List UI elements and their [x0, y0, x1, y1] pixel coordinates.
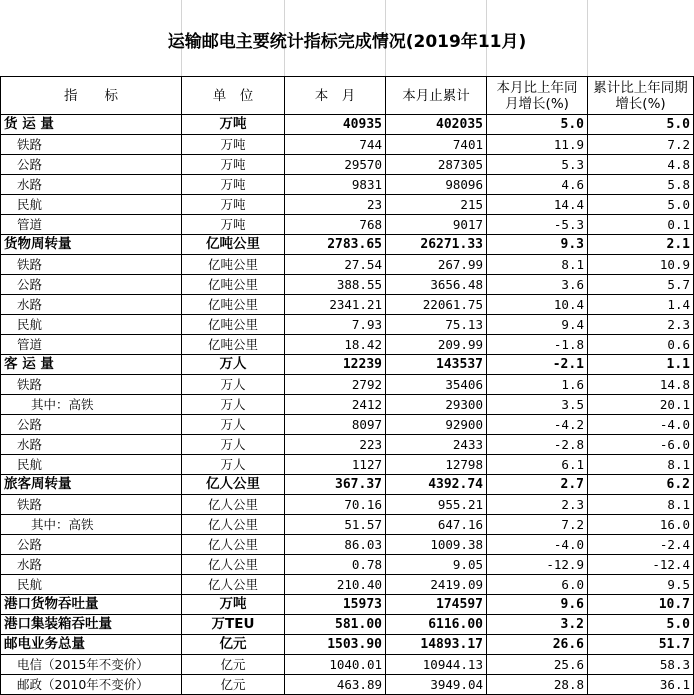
month-yoy-cell[interactable]: -12.9	[487, 555, 588, 575]
cumulative-yoy-cell[interactable]: 0.6	[588, 335, 694, 355]
indicator-cell[interactable]: 民航	[1, 195, 182, 215]
cumulative-value-cell[interactable]: 287305	[386, 155, 487, 175]
cumulative-yoy-cell[interactable]: 8.1	[588, 495, 694, 515]
cumulative-value-cell[interactable]: 402035	[386, 115, 487, 135]
table-row	[1, 295, 694, 315]
cumulative-value-cell[interactable]: 4392.74	[386, 475, 487, 495]
unit-cell[interactable]: 亿吨公里	[182, 295, 285, 315]
indicator-cell[interactable]: 铁路	[1, 375, 182, 395]
month-yoy-cell[interactable]: 6.0	[487, 575, 588, 595]
indicator-cell[interactable]: 其中：高铁	[1, 395, 182, 415]
month-yoy-cell[interactable]: -2.8	[487, 435, 588, 455]
cumulative-yoy-cell[interactable]: 6.2	[588, 475, 694, 495]
unit-cell[interactable]: 万人	[182, 435, 285, 455]
month-yoy-cell[interactable]: 10.4	[487, 295, 588, 315]
month-value-cell[interactable]: 8097	[285, 415, 386, 435]
month-value-cell[interactable]: 18.42	[285, 335, 386, 355]
month-yoy-cell[interactable]: 5.3	[487, 155, 588, 175]
month-yoy-cell[interactable]: 9.3	[487, 235, 588, 255]
header-unit[interactable]: 单 位	[182, 77, 285, 115]
header-month-yoy[interactable]: 本月比上年同月增长(%)	[487, 77, 588, 115]
month-value-cell[interactable]: 1503.90	[285, 635, 386, 655]
month-yoy-cell[interactable]: 9.6	[487, 595, 588, 615]
table-row	[1, 475, 694, 495]
month-value-cell[interactable]: 210.40	[285, 575, 386, 595]
table-row	[1, 435, 694, 455]
cumulative-yoy-cell[interactable]: -2.4	[588, 535, 694, 555]
unit-cell[interactable]: 万吨	[182, 215, 285, 235]
month-yoy-cell[interactable]: 1.6	[487, 375, 588, 395]
statistics-table	[0, 76, 694, 695]
table-row	[1, 155, 694, 175]
indicator-cell[interactable]: 水路	[1, 435, 182, 455]
indicator-cell[interactable]: 港口货物吞吐量	[1, 595, 182, 615]
month-value-cell[interactable]: 12239	[285, 355, 386, 375]
indicator-cell[interactable]: 公路	[1, 535, 182, 555]
cumulative-value-cell[interactable]: 3949.04	[386, 675, 487, 695]
table-row	[1, 555, 694, 575]
table-body	[1, 115, 694, 695]
report-title: 运输邮电主要统计指标完成情况(2019年11月)	[167, 32, 527, 52]
indicator-cell[interactable]: 邮电业务总量	[1, 635, 182, 655]
indicator-cell[interactable]: 水路	[1, 175, 182, 195]
month-value-cell[interactable]: 2792	[285, 375, 386, 395]
indicator-cell[interactable]: 铁路	[1, 135, 182, 155]
cumulative-yoy-cell[interactable]: 2.1	[588, 235, 694, 255]
table-row	[1, 235, 694, 255]
indicator-cell[interactable]: 管道	[1, 335, 182, 355]
month-value-cell[interactable]: 9831	[285, 175, 386, 195]
cumulative-value-cell[interactable]: 3656.48	[386, 275, 487, 295]
month-yoy-cell[interactable]: -4.0	[487, 535, 588, 555]
unit-cell[interactable]: 亿人公里	[182, 515, 285, 535]
month-yoy-cell[interactable]: 7.2	[487, 515, 588, 535]
table-row	[1, 135, 694, 155]
month-yoy-cell[interactable]: 6.1	[487, 455, 588, 475]
indicator-cell[interactable]: 民航	[1, 455, 182, 475]
indicator-cell[interactable]: 水路	[1, 555, 182, 575]
indicator-cell[interactable]: 其中：高铁	[1, 515, 182, 535]
cumulative-value-cell[interactable]: 174597	[386, 595, 487, 615]
unit-cell[interactable]: 万吨	[182, 175, 285, 195]
month-value-cell[interactable]: 388.55	[285, 275, 386, 295]
cumulative-yoy-cell[interactable]: 10.9	[588, 255, 694, 275]
table-row	[1, 215, 694, 235]
table-row	[1, 535, 694, 555]
cumulative-yoy-cell[interactable]: 5.0	[588, 195, 694, 215]
cumulative-yoy-cell[interactable]: 14.8	[588, 375, 694, 395]
cumulative-yoy-cell[interactable]: 4.8	[588, 155, 694, 175]
unit-cell[interactable]: 亿人公里	[182, 535, 285, 555]
cumulative-value-cell[interactable]: 12798	[386, 455, 487, 475]
month-value-cell[interactable]: 463.89	[285, 675, 386, 695]
table-row	[1, 195, 694, 215]
cumulative-yoy-cell[interactable]: -6.0	[588, 435, 694, 455]
month-yoy-cell[interactable]: -2.1	[487, 355, 588, 375]
cumulative-yoy-cell[interactable]: 36.1	[588, 675, 694, 695]
month-value-cell[interactable]: 367.37	[285, 475, 386, 495]
month-value-cell[interactable]: 2783.65	[285, 235, 386, 255]
table-row	[1, 675, 694, 695]
month-value-cell[interactable]: 0.78	[285, 555, 386, 575]
month-yoy-cell[interactable]: 8.1	[487, 255, 588, 275]
indicator-cell[interactable]: 铁路	[1, 255, 182, 275]
unit-cell[interactable]: 亿元	[182, 655, 285, 675]
month-value-cell[interactable]: 1127	[285, 455, 386, 475]
month-value-cell[interactable]: 29570	[285, 155, 386, 175]
unit-cell[interactable]: 万人	[182, 375, 285, 395]
month-value-cell[interactable]: 581.00	[285, 615, 386, 635]
unit-cell[interactable]: 万人	[182, 455, 285, 475]
cumulative-yoy-cell[interactable]: 2.3	[588, 315, 694, 335]
indicator-cell[interactable]: 电信（2015年不变价）	[1, 655, 182, 675]
cumulative-yoy-cell[interactable]: -12.4	[588, 555, 694, 575]
table-row	[1, 415, 694, 435]
unit-cell[interactable]: 亿吨公里	[182, 235, 285, 255]
cumulative-value-cell[interactable]: 22061.75	[386, 295, 487, 315]
month-value-cell[interactable]: 27.54	[285, 255, 386, 275]
month-value-cell[interactable]: 744	[285, 135, 386, 155]
cumulative-value-cell[interactable]: 92900	[386, 415, 487, 435]
table-row	[1, 635, 694, 655]
table-row	[1, 315, 694, 335]
month-value-cell[interactable]: 23	[285, 195, 386, 215]
cumulative-value-cell[interactable]: 98096	[386, 175, 487, 195]
unit-cell[interactable]: 万人	[182, 395, 285, 415]
cumulative-value-cell[interactable]: 215	[386, 195, 487, 215]
month-yoy-cell[interactable]: 5.0	[487, 115, 588, 135]
cumulative-yoy-cell[interactable]: 0.1	[588, 215, 694, 235]
unit-cell[interactable]: 亿人公里	[182, 575, 285, 595]
month-value-cell[interactable]: 2412	[285, 395, 386, 415]
cumulative-yoy-cell[interactable]: 1.4	[588, 295, 694, 315]
cumulative-yoy-cell[interactable]: 51.7	[588, 635, 694, 655]
month-value-cell[interactable]: 86.03	[285, 535, 386, 555]
unit-cell[interactable]: 万吨	[182, 115, 285, 135]
unit-cell[interactable]: 亿吨公里	[182, 315, 285, 335]
table-row	[1, 375, 694, 395]
indicator-cell[interactable]: 铁路	[1, 495, 182, 515]
unit-cell[interactable]: 亿人公里	[182, 475, 285, 495]
month-value-cell[interactable]: 1040.01	[285, 655, 386, 675]
month-value-cell[interactable]: 51.57	[285, 515, 386, 535]
header-indicator[interactable]: 指 标	[1, 77, 182, 115]
indicator-cell[interactable]: 公路	[1, 415, 182, 435]
month-yoy-cell[interactable]: -4.2	[487, 415, 588, 435]
indicator-cell[interactable]: 客 运 量	[1, 355, 182, 375]
cumulative-value-cell[interactable]: 9.05	[386, 555, 487, 575]
indicator-cell[interactable]: 公路	[1, 155, 182, 175]
month-value-cell[interactable]: 223	[285, 435, 386, 455]
cumulative-value-cell[interactable]: 6116.00	[386, 615, 487, 635]
cumulative-value-cell[interactable]: 10944.13	[386, 655, 487, 675]
indicator-cell[interactable]: 邮政（2010年不变价）	[1, 675, 182, 695]
unit-cell[interactable]: 万吨	[182, 135, 285, 155]
cumulative-value-cell[interactable]: 143537	[386, 355, 487, 375]
month-yoy-cell[interactable]: 3.5	[487, 395, 588, 415]
month-yoy-cell[interactable]: 2.3	[487, 495, 588, 515]
month-value-cell[interactable]: 70.16	[285, 495, 386, 515]
table-row	[1, 175, 694, 195]
month-value-cell[interactable]: 768	[285, 215, 386, 235]
cumulative-value-cell[interactable]: 1009.38	[386, 535, 487, 555]
table-row	[1, 575, 694, 595]
table-row	[1, 455, 694, 475]
cumulative-value-cell[interactable]: 7401	[386, 135, 487, 155]
table-row	[1, 595, 694, 615]
indicator-cell[interactable]: 水路	[1, 295, 182, 315]
cumulative-yoy-cell[interactable]: 5.8	[588, 175, 694, 195]
table-row	[1, 495, 694, 515]
cumulative-yoy-cell[interactable]: 10.7	[588, 595, 694, 615]
unit-cell[interactable]: 亿人公里	[182, 495, 285, 515]
month-yoy-cell[interactable]: 3.6	[487, 275, 588, 295]
unit-cell[interactable]: 万吨	[182, 595, 285, 615]
cumulative-yoy-cell[interactable]: 5.0	[588, 615, 694, 635]
indicator-cell[interactable]: 货 运 量	[1, 115, 182, 135]
cumulative-yoy-cell[interactable]: 8.1	[588, 455, 694, 475]
table-header-row	[1, 77, 694, 115]
month-yoy-cell[interactable]: 14.4	[487, 195, 588, 215]
cumulative-yoy-cell[interactable]: 58.3	[588, 655, 694, 675]
month-yoy-cell[interactable]: 11.9	[487, 135, 588, 155]
cumulative-value-cell[interactable]: 647.16	[386, 515, 487, 535]
cumulative-yoy-cell[interactable]: 1.1	[588, 355, 694, 375]
table-row	[1, 115, 694, 135]
month-yoy-cell[interactable]: -5.3	[487, 215, 588, 235]
month-yoy-cell[interactable]: 26.6	[487, 635, 588, 655]
table-row	[1, 395, 694, 415]
month-yoy-cell[interactable]: 9.4	[487, 315, 588, 335]
cumulative-value-cell[interactable]: 9017	[386, 215, 487, 235]
table-row	[1, 335, 694, 355]
indicator-cell[interactable]: 公路	[1, 275, 182, 295]
cumulative-value-cell[interactable]: 955.21	[386, 495, 487, 515]
month-value-cell[interactable]: 40935	[285, 115, 386, 135]
table-row	[1, 255, 694, 275]
cumulative-value-cell[interactable]: 2433	[386, 435, 487, 455]
indicator-cell[interactable]: 管道	[1, 215, 182, 235]
cumulative-yoy-cell[interactable]: 9.5	[588, 575, 694, 595]
unit-cell[interactable]: 万人	[182, 355, 285, 375]
unit-cell[interactable]: 亿元	[182, 635, 285, 655]
month-yoy-cell[interactable]: 3.2	[487, 615, 588, 635]
cumulative-yoy-cell[interactable]: 5.0	[588, 115, 694, 135]
cumulative-value-cell[interactable]: 26271.33	[386, 235, 487, 255]
cumulative-yoy-cell[interactable]: -4.0	[588, 415, 694, 435]
month-yoy-cell[interactable]: 25.6	[487, 655, 588, 675]
unit-cell[interactable]: 亿吨公里	[182, 255, 285, 275]
cumulative-value-cell[interactable]: 29300	[386, 395, 487, 415]
cumulative-value-cell[interactable]: 35406	[386, 375, 487, 395]
indicator-cell[interactable]: 旅客周转量	[1, 475, 182, 495]
month-yoy-cell[interactable]: 4.6	[487, 175, 588, 195]
unit-cell[interactable]: 亿人公里	[182, 555, 285, 575]
unit-cell[interactable]: 亿吨公里	[182, 275, 285, 295]
cumulative-value-cell[interactable]: 75.13	[386, 315, 487, 335]
table-row	[1, 355, 694, 375]
month-value-cell[interactable]: 2341.21	[285, 295, 386, 315]
unit-cell[interactable]: 亿吨公里	[182, 335, 285, 355]
header-month[interactable]: 本 月	[285, 77, 386, 115]
unit-cell[interactable]: 万人	[182, 415, 285, 435]
unit-cell[interactable]: 万吨	[182, 155, 285, 175]
cumulative-yoy-cell[interactable]: 7.2	[588, 135, 694, 155]
cumulative-value-cell[interactable]: 267.99	[386, 255, 487, 275]
header-cumulative[interactable]: 本月止累计	[386, 77, 487, 115]
month-value-cell[interactable]: 7.93	[285, 315, 386, 335]
indicator-cell[interactable]: 货物周转量	[1, 235, 182, 255]
unit-cell[interactable]: 万吨	[182, 195, 285, 215]
cumulative-yoy-cell[interactable]: 20.1	[588, 395, 694, 415]
cumulative-value-cell[interactable]: 14893.17	[386, 635, 487, 655]
indicator-cell[interactable]: 港口集装箱吞吐量	[1, 615, 182, 635]
table-row	[1, 615, 694, 635]
indicator-cell[interactable]: 民航	[1, 315, 182, 335]
month-yoy-cell[interactable]: 28.8	[487, 675, 588, 695]
cumulative-value-cell[interactable]: 2419.09	[386, 575, 487, 595]
month-yoy-cell[interactable]: -1.8	[487, 335, 588, 355]
indicator-cell[interactable]: 民航	[1, 575, 182, 595]
table-row	[1, 655, 694, 675]
cumulative-yoy-cell[interactable]: 5.7	[588, 275, 694, 295]
month-value-cell[interactable]: 15973	[285, 595, 386, 615]
cumulative-value-cell[interactable]: 209.99	[386, 335, 487, 355]
unit-cell[interactable]: 亿元	[182, 675, 285, 695]
table-row	[1, 275, 694, 295]
month-yoy-cell[interactable]: 2.7	[487, 475, 588, 495]
header-cumulative-yoy[interactable]: 累计比上年同期增长(%)	[588, 77, 694, 115]
unit-cell[interactable]: 万TEU	[182, 615, 285, 635]
cumulative-yoy-cell[interactable]: 16.0	[588, 515, 694, 535]
table-row	[1, 515, 694, 535]
